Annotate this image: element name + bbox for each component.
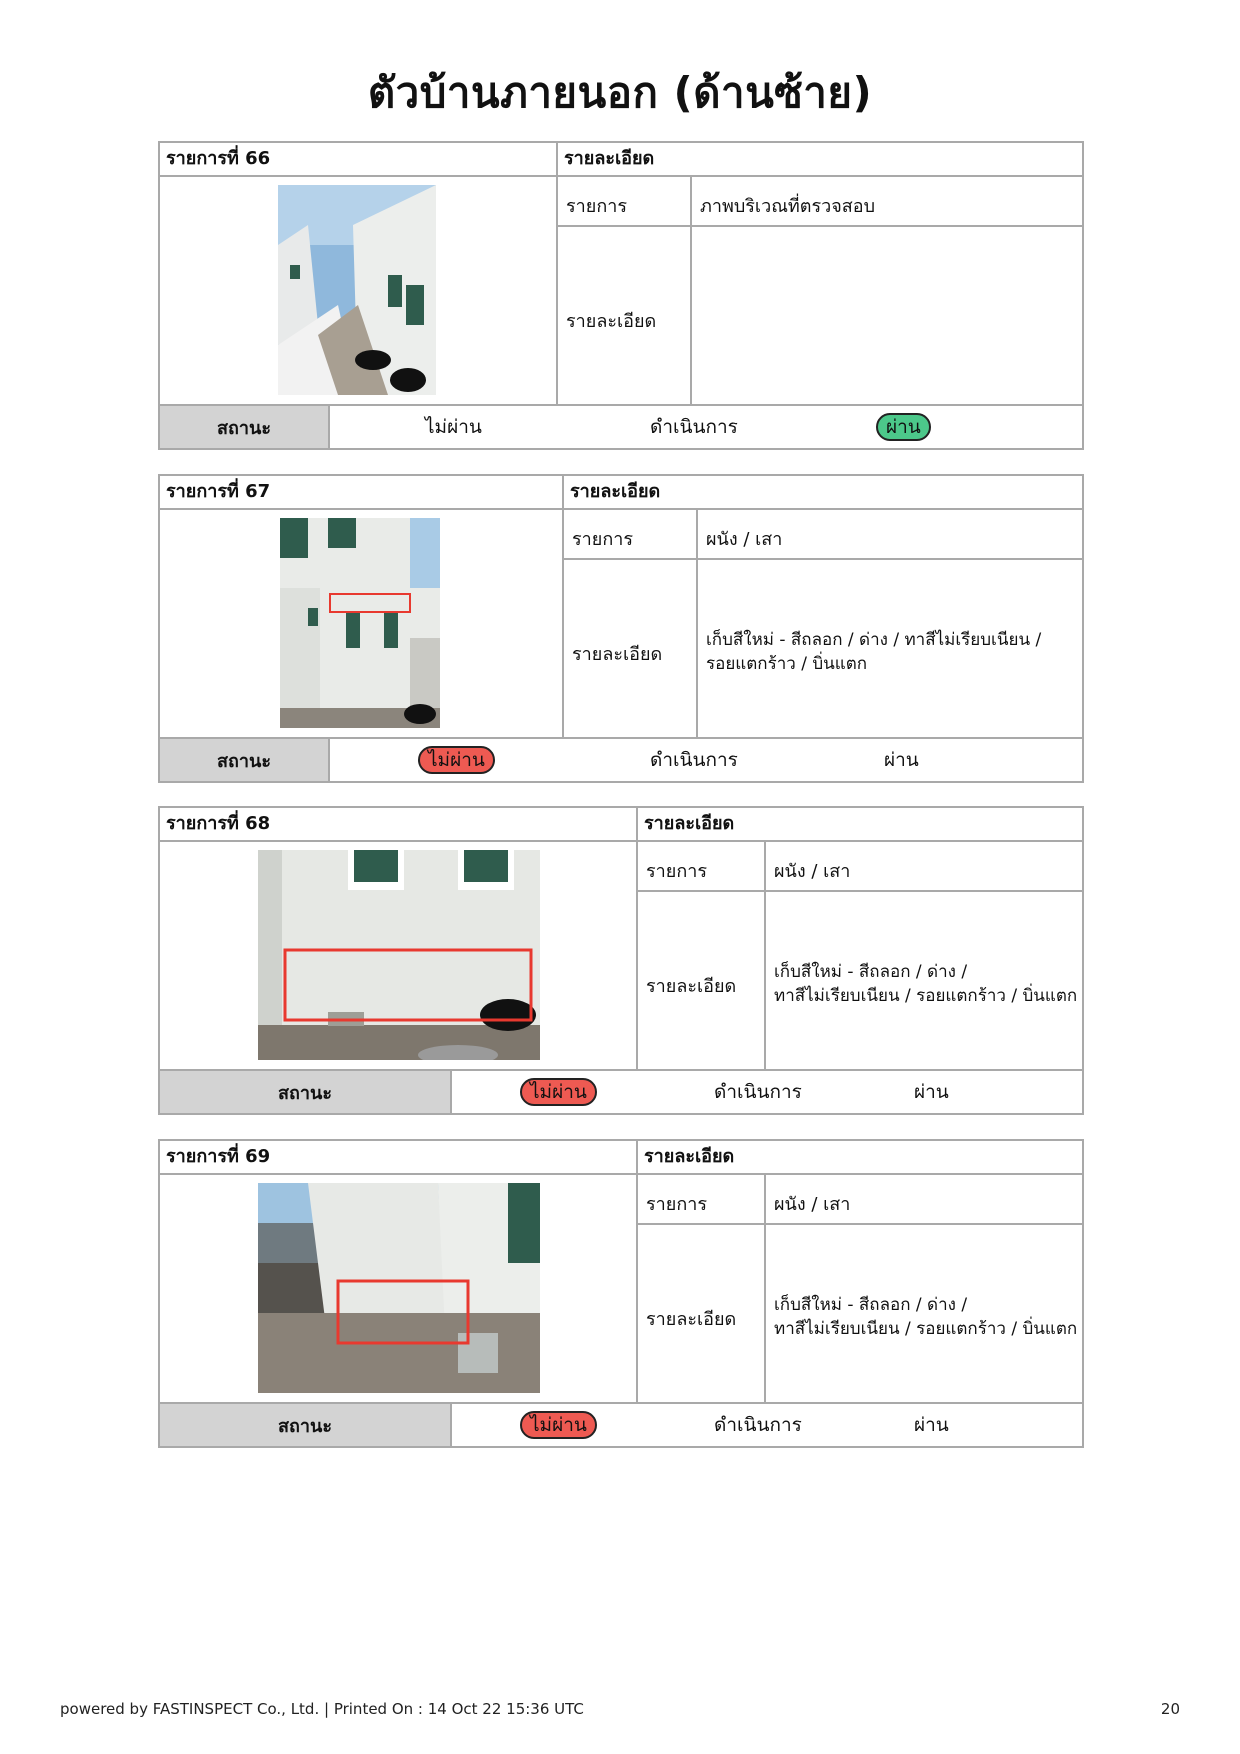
status-row: [160, 1069, 1082, 1113]
option-pass[interactable]: ผ่าน: [914, 1081, 949, 1103]
inspection-photo[interactable]: [278, 185, 436, 395]
item-label: รายการ: [646, 861, 707, 882]
status-row: [160, 737, 1082, 781]
inspection-photo[interactable]: [258, 1183, 540, 1393]
item-value: ภาพบริเวณที่ตรวจสอบ: [700, 196, 875, 217]
footer-credit: powered by FASTINSPECT Co., Ltd. | Printed On : 14 Oct 22 15:36 UTC: [60, 1700, 584, 1718]
option-fail[interactable]: ไม่ผ่าน: [425, 416, 482, 438]
status-label: สถานะ: [160, 1404, 452, 1446]
inspection-photo[interactable]: [280, 518, 440, 728]
detail-label: รายละเอียด: [646, 1309, 737, 1330]
inspection-item-67: [158, 474, 1084, 783]
option-fail[interactable]: [520, 1404, 597, 1446]
option-fail[interactable]: [418, 739, 495, 781]
detail-label: รายละเอียด: [646, 976, 737, 997]
item-label: รายการ: [572, 529, 633, 550]
option-pass[interactable]: ผ่าน: [914, 1414, 949, 1436]
inspection-item-68: [158, 806, 1084, 1115]
detail-line-2: ทาสีไม่เรียบเนียน / รอยแตกร้าว / บิ่นแตก: [774, 1319, 1078, 1339]
inspection-photo[interactable]: [258, 850, 540, 1060]
option-pass[interactable]: ผ่าน: [884, 749, 919, 771]
option-fail[interactable]: [520, 1071, 597, 1113]
detail-heading: รายละเอียด: [556, 143, 1084, 177]
page-number: 20: [1160, 1700, 1180, 1718]
item-value: ผนัง / เสา: [706, 529, 783, 550]
detail-label: รายละเอียด: [572, 644, 663, 665]
option-in-progress[interactable]: ดำเนินการ: [650, 749, 738, 771]
detail-heading: รายละเอียด: [562, 476, 1084, 510]
detail-label: รายละเอียด: [566, 311, 657, 332]
item-label: รายการ: [566, 196, 627, 217]
page-title: ตัวบ้านภายนอก (ด้านซ้าย): [367, 68, 873, 117]
option-pass[interactable]: [876, 406, 931, 448]
status-label: สถานะ: [160, 739, 330, 781]
item-value: ผนัง / เสา: [774, 861, 851, 882]
status-row: [160, 404, 1082, 448]
detail-line-1: เก็บสีใหม่ - สีถลอก / ด่าง / ทาสีไม่เรียบเนียน /: [706, 630, 1042, 650]
detail-line-1: เก็บสีใหม่ - สีถลอก / ด่าง /: [774, 962, 968, 982]
detail-heading: รายละเอียด: [636, 1141, 1084, 1175]
detail-line-2: ทาสีไม่เรียบเนียน / รอยแตกร้าว / บิ่นแตก: [774, 986, 1078, 1006]
detail-line-2: รอยแตกร้าว / บิ่นแตก: [706, 654, 868, 674]
status-label: สถานะ: [160, 406, 330, 448]
item-heading: รายการที่ 66: [160, 143, 556, 177]
selected-fail-badge: ไม่ผ่าน: [520, 1078, 597, 1106]
selected-pass-badge: ผ่าน: [876, 413, 931, 441]
status-row: [160, 1402, 1082, 1446]
detail-line-1: เก็บสีใหม่ - สีถลอก / ด่าง /: [774, 1295, 968, 1315]
item-value: ผนัง / เสา: [774, 1194, 851, 1215]
option-in-progress[interactable]: ดำเนินการ: [714, 1414, 802, 1436]
selected-fail-badge: ไม่ผ่าน: [418, 746, 495, 774]
item-heading: รายการที่ 67: [160, 476, 562, 510]
item-label: รายการ: [646, 1194, 707, 1215]
item-heading: รายการที่ 69: [160, 1141, 636, 1175]
inspection-item-66: [158, 141, 1084, 450]
selected-fail-badge: ไม่ผ่าน: [520, 1411, 597, 1439]
status-label: สถานะ: [160, 1071, 452, 1113]
detail-heading: รายละเอียด: [636, 808, 1084, 842]
inspection-item-69: [158, 1139, 1084, 1448]
item-heading: รายการที่ 68: [160, 808, 636, 842]
option-in-progress[interactable]: ดำเนินการ: [714, 1081, 802, 1103]
option-in-progress[interactable]: ดำเนินการ: [650, 416, 738, 438]
